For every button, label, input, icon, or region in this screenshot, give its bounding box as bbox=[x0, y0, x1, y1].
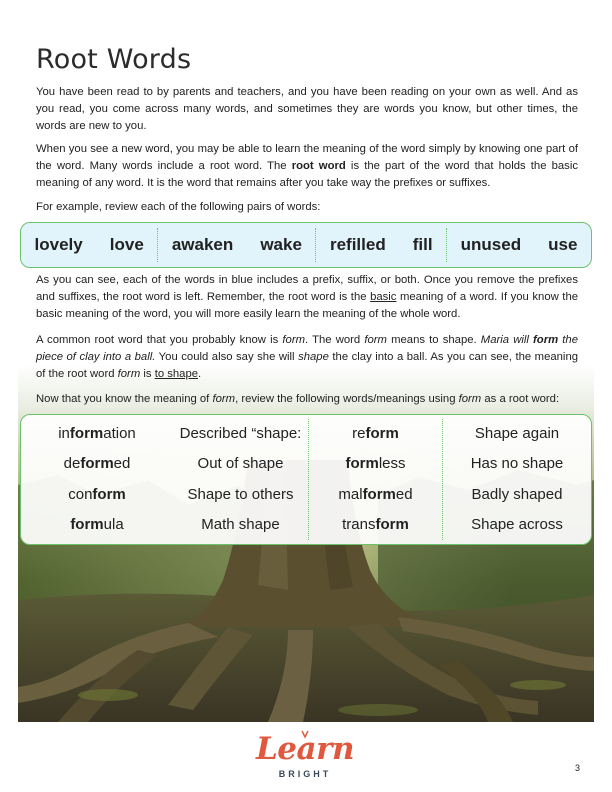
table-column-meanings-1 bbox=[173, 419, 308, 540]
table-intro-paragraph bbox=[36, 391, 578, 408]
text-segment: form bbox=[117, 368, 141, 380]
text-segment: the clay into a ball. As you can see, the meaning of the root word bbox=[36, 351, 579, 380]
text-segment: form bbox=[282, 334, 306, 346]
text-segment: con bbox=[68, 485, 93, 503]
table-cell-meaning: Has no shape bbox=[470, 455, 564, 473]
word-pairs-box bbox=[20, 222, 592, 268]
text-segment: Maria will bbox=[480, 334, 534, 346]
text-segment: ation bbox=[103, 425, 136, 443]
text-segment: means to shape. bbox=[386, 334, 481, 346]
text-segment: form bbox=[70, 515, 104, 533]
text-segment: de bbox=[63, 455, 81, 473]
text-segment: to shape bbox=[154, 368, 199, 380]
text-segment: in bbox=[58, 425, 70, 443]
page-number: 3 bbox=[575, 763, 581, 773]
table-column-meanings-2 bbox=[442, 419, 591, 540]
text-segment: mal bbox=[338, 485, 363, 503]
prefix-suffix-paragraph bbox=[36, 272, 578, 323]
table-cell-meaning: Badly shaped bbox=[471, 485, 563, 503]
text-segment bbox=[533, 334, 558, 346]
text-segment: is bbox=[140, 368, 155, 380]
table-cell-meaning: Shape again bbox=[474, 425, 560, 443]
text-segment: meaning of a word. If you know the basic meaning of the word, you will more easily learn the meaning of the whole word. bbox=[36, 291, 579, 320]
logo-subtext: BRIGHT bbox=[278, 769, 332, 779]
text-segment: is the part of the word that holds the basic meaning of any word. It is the word that remains after you take way the prefixes or suffixes. bbox=[36, 160, 578, 189]
text-segment: form bbox=[458, 393, 482, 405]
form-words-table bbox=[20, 414, 592, 545]
table-cell-meaning: Out of shape bbox=[197, 455, 284, 473]
text-segment: form bbox=[80, 455, 114, 473]
text-segment: . The word bbox=[305, 334, 365, 346]
learn-bright-logo bbox=[250, 729, 360, 785]
text-segment: form bbox=[212, 393, 236, 405]
text-segment: less bbox=[378, 455, 406, 473]
table-cell-word bbox=[309, 449, 442, 479]
table-column-words-2 bbox=[308, 419, 442, 540]
pair-word: use bbox=[548, 235, 578, 254]
basic-underlined: basic bbox=[370, 291, 397, 303]
root-word-paragraph bbox=[36, 141, 578, 192]
text-segment: As you can see, each of the words in blue includes a prefix, suffix, or both. Once you remove the prefixes and suffixes, the root word is left. Remember, the root word is the bbox=[36, 274, 578, 303]
text-segment: form bbox=[362, 485, 396, 503]
table-cell-meaning: Described “shape: bbox=[179, 425, 302, 443]
pair-word: refilled bbox=[329, 235, 386, 254]
logo-text: Learn bbox=[256, 731, 354, 767]
text-segment: form bbox=[364, 334, 387, 346]
text-segment: re bbox=[352, 425, 366, 443]
table-cell-word bbox=[21, 510, 173, 540]
text-segment: For example, review each of the following pairs of words: bbox=[36, 201, 321, 213]
example-intro-paragraph bbox=[36, 199, 578, 216]
pair-word: love bbox=[109, 235, 144, 254]
text-segment: form bbox=[533, 334, 559, 346]
text-segment: ed bbox=[113, 455, 131, 473]
form-paragraph bbox=[36, 332, 578, 383]
text-segment: Now that you know the meaning of bbox=[36, 393, 213, 405]
table-cell-word bbox=[21, 419, 173, 449]
table-cell-word bbox=[21, 449, 173, 479]
pair-word: awaken bbox=[171, 235, 234, 254]
text-segment: form bbox=[365, 425, 399, 443]
intro-paragraph bbox=[36, 84, 578, 135]
intro-text: You have been read to by parents and teachers, and you have been reading on your own as well. And as you read, you come across many words, and sometimes they are words you know, but other times, the words are new to you. bbox=[36, 86, 578, 132]
table-column-words-1 bbox=[21, 419, 173, 540]
pair-word: unused bbox=[460, 235, 522, 254]
text-segment: , review the following words/meanings using bbox=[235, 393, 459, 405]
text-segment: When you see a new word, you may be able to learn the meaning of the word simply by knowing one part of the word. Many words include a root word. The bbox=[36, 143, 578, 172]
pair-word: wake bbox=[260, 235, 302, 254]
page-title: Root Words bbox=[36, 44, 192, 75]
text-segment: the piece of clay into a ball. bbox=[36, 334, 578, 363]
text-segment: ed bbox=[395, 485, 413, 503]
table-cell-word bbox=[309, 510, 442, 540]
text-segment: ula bbox=[103, 515, 124, 533]
table-cell-meaning: Shape across bbox=[471, 515, 563, 533]
pair-word: fill bbox=[412, 235, 433, 254]
text-segment: form bbox=[69, 425, 104, 443]
table-cell-meaning: Shape to others bbox=[187, 485, 294, 503]
text-segment: . bbox=[198, 368, 202, 380]
text-segment: A common root word that you probably know is bbox=[36, 334, 283, 346]
text-segment: form bbox=[375, 515, 409, 533]
table-cell-word bbox=[309, 419, 442, 449]
table-cell-meaning: Math shape bbox=[201, 515, 280, 533]
text-segment: shape bbox=[298, 351, 329, 363]
table-cell-word bbox=[309, 480, 442, 510]
text-segment: You could also say she will bbox=[155, 351, 299, 363]
text-segment: form bbox=[345, 455, 379, 473]
pair-word: lovely bbox=[34, 235, 83, 254]
root-word-term: root word bbox=[291, 160, 346, 172]
table-cell-word bbox=[21, 480, 173, 510]
text-segment: trans bbox=[342, 515, 376, 533]
text-segment: as a root word: bbox=[481, 393, 560, 405]
text-segment: form bbox=[92, 485, 126, 503]
